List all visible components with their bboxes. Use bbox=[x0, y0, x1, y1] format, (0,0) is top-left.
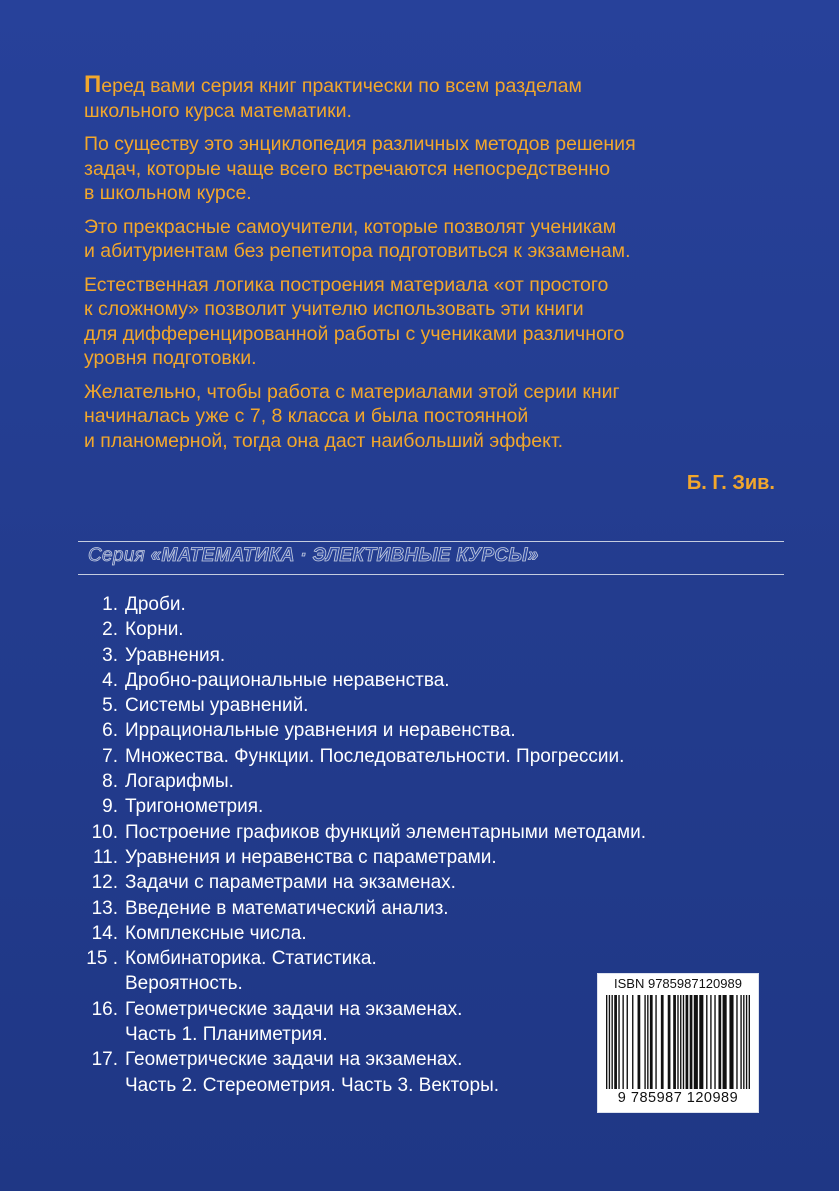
barcode-bar bbox=[632, 995, 633, 1089]
book-number: 4. bbox=[102, 669, 118, 691]
book-title-line: Геометрические задачи на экзаменах. bbox=[125, 1049, 463, 1071]
book-title-line: Вероятность. bbox=[125, 973, 243, 995]
barcode-bar bbox=[638, 995, 641, 1089]
book-item bbox=[0, 870, 839, 895]
book-title-line: Логарифмы. bbox=[125, 771, 234, 793]
intro-line: в школьном курсе. bbox=[84, 182, 252, 204]
intro-paragraph-3 bbox=[84, 215, 764, 264]
book-number: 12. bbox=[91, 872, 118, 894]
barcode-bar bbox=[746, 995, 747, 1089]
book-item bbox=[0, 617, 839, 642]
barcode-bars bbox=[604, 995, 752, 1089]
barcode-bar bbox=[736, 995, 737, 1089]
book-number: 16. bbox=[91, 998, 118, 1020]
barcode-bar bbox=[661, 995, 664, 1089]
book-number: 14. bbox=[91, 922, 118, 944]
book-number: 11. bbox=[92, 846, 118, 868]
barcode-bar bbox=[690, 995, 693, 1089]
barcode-bar bbox=[694, 995, 698, 1089]
book-title-line: Задачи с параметрами на экзаменах. bbox=[125, 872, 456, 894]
book-number: 9. bbox=[102, 796, 118, 818]
barcode-bar bbox=[614, 995, 617, 1089]
intro-line: и планомерной, тогда она даст наибольший эффект. bbox=[84, 429, 564, 452]
book-title-line: Построение графиков функций элементарными методами. bbox=[125, 821, 646, 843]
barcode-bar bbox=[627, 995, 628, 1089]
barcode-bar bbox=[647, 995, 648, 1089]
book-title-line: Уравнения и неравенства с параметрами. bbox=[125, 846, 497, 868]
book-number: 17. bbox=[91, 1049, 118, 1071]
barcode-bar bbox=[743, 995, 744, 1089]
book-title-line: Иррациональные уравнения и неравенства. bbox=[125, 720, 516, 742]
intro-text bbox=[84, 73, 764, 462]
barcode-bar bbox=[718, 995, 721, 1089]
intro-line: По существу это энциклопедия различных методов решения bbox=[84, 133, 636, 155]
barcode-bar bbox=[606, 995, 607, 1089]
series-rule-top bbox=[78, 541, 784, 542]
intro-paragraph-5 bbox=[84, 380, 764, 454]
book-item bbox=[0, 693, 839, 718]
series-prefix: Серия bbox=[88, 545, 151, 566]
intro-paragraph-4 bbox=[84, 273, 764, 371]
barcode-bar bbox=[729, 995, 733, 1089]
series-name: «МАТЕМАТИКА · ЭЛЕКТИВНЫЕ КУРСЫ» bbox=[150, 545, 539, 566]
book-number: 8. bbox=[102, 771, 118, 793]
book-title-line: Введение в математический анализ. bbox=[125, 897, 449, 919]
intro-paragraph-1 bbox=[84, 73, 764, 123]
barcode-bar bbox=[683, 995, 684, 1089]
barcode-bar bbox=[714, 995, 715, 1089]
book-title-line: Дробно-рациональные неравенства. bbox=[125, 669, 450, 691]
book-number: 3. bbox=[102, 644, 118, 666]
barcode-bar bbox=[749, 995, 750, 1089]
intro-line: для дифференцированной работы с учениками различного bbox=[84, 322, 625, 345]
barcode-bar bbox=[723, 995, 727, 1089]
barcode-bar bbox=[650, 995, 653, 1089]
intro-line: начиналась уже с 7, 8 класса и была постоянной bbox=[84, 405, 529, 427]
book-title-line: Множества. Функции. Последовательности. Прогрессии. bbox=[125, 745, 625, 767]
book-item bbox=[0, 744, 839, 769]
barcode-digits: 9 785987 120989 bbox=[617, 1090, 739, 1106]
intro-line: Это прекрасные самоучители, которые позволят ученикам bbox=[84, 215, 617, 238]
book-title-line: Комплексные числа. bbox=[125, 922, 307, 944]
book-number: 15 . bbox=[86, 948, 118, 970]
barcode-bar bbox=[611, 995, 612, 1089]
intro-line: к сложному» позволит учителю использовать эти книги bbox=[84, 298, 584, 320]
barcode-bar bbox=[706, 995, 707, 1089]
dropcap: П bbox=[84, 71, 102, 98]
barcode-bar bbox=[699, 995, 703, 1089]
book-number: 10. bbox=[91, 821, 118, 843]
intro-line: еред вами серия книг практически по всем разделам bbox=[101, 75, 582, 97]
intro-line: уровня подготовки. bbox=[84, 347, 257, 369]
barcode-bar bbox=[622, 995, 623, 1089]
book-item bbox=[0, 668, 839, 693]
barcode-bar bbox=[673, 995, 676, 1089]
book-number: 7. bbox=[102, 745, 118, 767]
book-title-line: Часть 2. Стереометрия. Часть 3. Векторы. bbox=[125, 1074, 499, 1096]
book-title-line: Тригонометрия. bbox=[125, 796, 264, 818]
book-item bbox=[0, 820, 839, 845]
intro-line: школьного курса математики. bbox=[84, 99, 352, 122]
book-title-line: Геометрические задачи на экзаменах. bbox=[125, 998, 463, 1020]
book-number: 1. bbox=[102, 594, 118, 615]
barcode-bar bbox=[710, 995, 711, 1089]
book-item bbox=[0, 921, 839, 946]
book-item bbox=[0, 643, 839, 668]
book-title-line: Часть 1. Планиметрия. bbox=[125, 1024, 328, 1046]
isbn-barcode bbox=[597, 973, 759, 1113]
series-title bbox=[88, 545, 539, 567]
barcode-bar bbox=[618, 995, 619, 1089]
intro-paragraph-2 bbox=[84, 132, 764, 206]
book-title-line: Уравнения. bbox=[125, 644, 226, 666]
book-number: 13. bbox=[91, 897, 118, 919]
book-item bbox=[0, 794, 839, 819]
barcode-bar bbox=[655, 995, 656, 1089]
book-number: 5. bbox=[102, 695, 118, 717]
barcode-bar bbox=[668, 995, 671, 1089]
book-title-line: Корни. bbox=[125, 619, 184, 641]
book-title-line: Дроби. bbox=[125, 594, 186, 615]
book-title-line: Системы уравнений. bbox=[125, 695, 309, 717]
book-item bbox=[0, 845, 839, 870]
barcode-bar bbox=[680, 995, 681, 1089]
book-number: 6. bbox=[102, 720, 118, 742]
barcode-bar bbox=[740, 995, 741, 1089]
book-item bbox=[0, 718, 839, 743]
barcode-bar bbox=[644, 995, 645, 1089]
intro-line: и абитуриентам без репетитора подготовиться к экзаменам. bbox=[84, 240, 631, 262]
isbn-label: ISBN 9785987120989 bbox=[614, 976, 742, 991]
intro-line: Естественная логика построения материала «от простого bbox=[84, 273, 609, 296]
barcode-bar bbox=[677, 995, 678, 1089]
book-item bbox=[0, 896, 839, 921]
barcode-bar bbox=[686, 995, 689, 1089]
book-item bbox=[0, 769, 839, 794]
series-rule-bottom bbox=[78, 574, 784, 575]
book-number: 2. bbox=[102, 619, 118, 641]
author-signature: Б. Г. Зив. bbox=[686, 472, 775, 494]
barcode-bar bbox=[609, 995, 610, 1089]
intro-line: Желательно, чтобы работа с материалами этой серии книг bbox=[84, 380, 620, 403]
book-title-line: Комбинаторика. Статистика. bbox=[125, 948, 377, 970]
intro-line: задач, которые чаще всего встречаются непосредственно bbox=[84, 157, 611, 180]
book-item bbox=[0, 592, 839, 617]
